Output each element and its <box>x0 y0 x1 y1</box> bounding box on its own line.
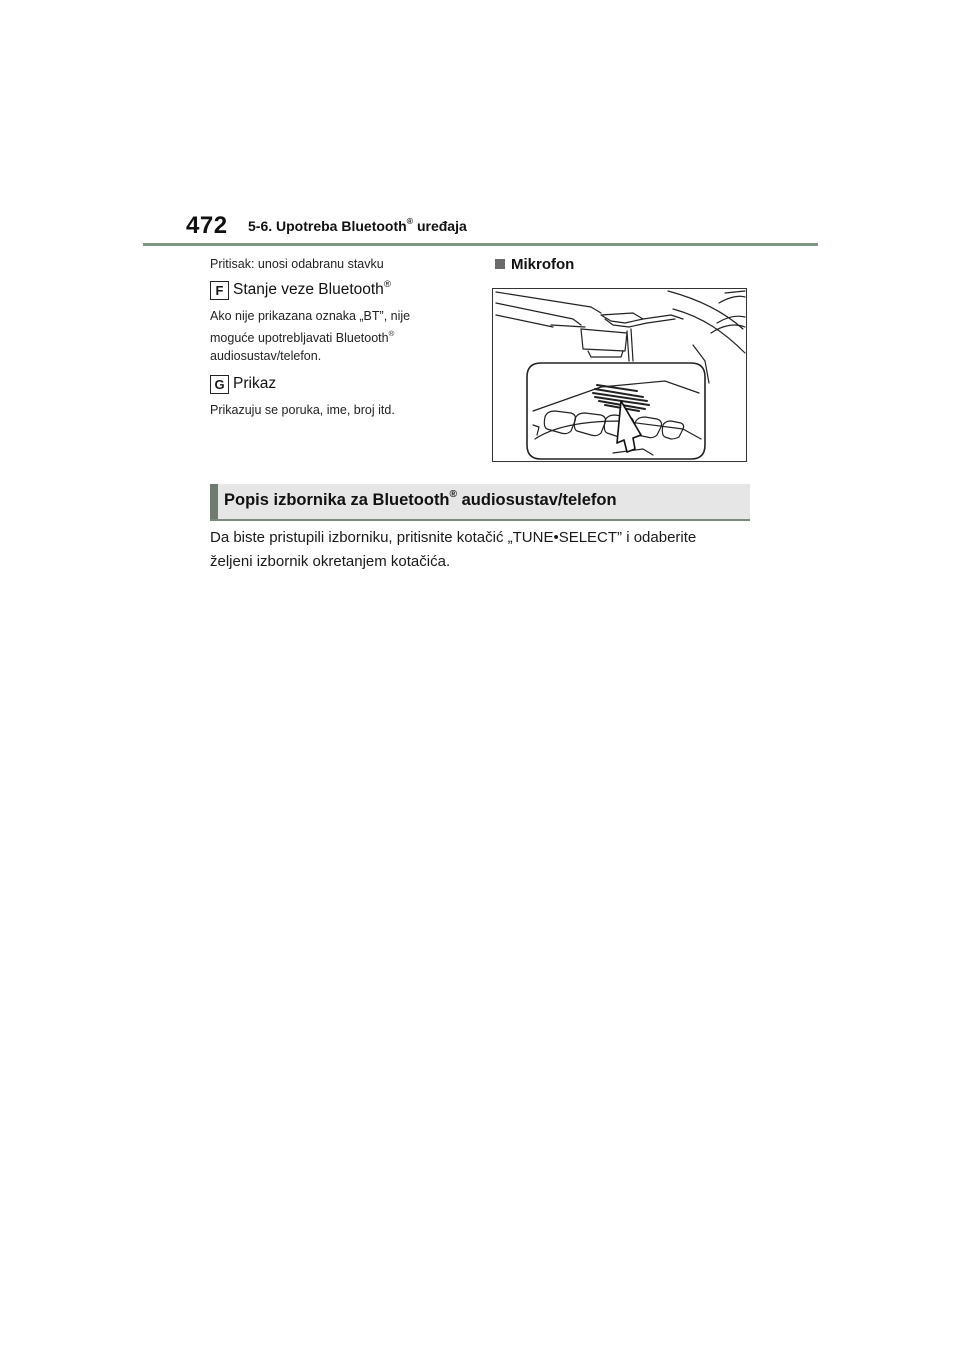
header-title-suffix: uređaja <box>413 218 467 234</box>
header-registered-mark: ® <box>406 216 414 227</box>
header-title-prefix: 5-6. Upotreba Bluetooth <box>248 218 407 234</box>
item-g-letter: G <box>210 375 229 394</box>
microphone-illustration <box>492 288 747 462</box>
header-divider <box>143 243 818 246</box>
section-title-registered-mark: ® <box>449 489 458 501</box>
section-title-suffix: audiosustav/telefon <box>457 491 617 509</box>
microphone-subheading <box>495 256 574 273</box>
square-bullet-icon <box>495 259 505 269</box>
body-line-2: željeni izbornik okretanjem kotačića. <box>210 553 451 570</box>
item-f-desc-line2-prefix: moguće upotrebljavati Bluetooth <box>210 331 389 345</box>
page-number: 472 <box>186 212 228 239</box>
section-title-prefix: Popis izbornika za Bluetooth <box>224 491 450 509</box>
item-g-desc: Prikazuju se poruka, ime, broj itd. <box>210 403 395 417</box>
item-f-desc-line3: audiosustav/telefon. <box>210 349 322 363</box>
overhead-console-drawing <box>493 289 746 461</box>
section-underline <box>210 519 750 521</box>
item-f-label-prefix: Stanje veze Bluetooth <box>233 281 384 298</box>
item-f-label <box>233 278 391 299</box>
item-f-desc-line2 <box>210 328 394 348</box>
section-body-paragraph <box>210 526 755 574</box>
item-f-desc-line1: Ako nije prikazana oznaka „BT”, nije <box>210 309 411 323</box>
item-f-letter: F <box>210 281 229 300</box>
item-f-desc-registered-mark: ® <box>388 329 395 339</box>
section-title <box>224 491 617 510</box>
section-accent <box>210 484 218 520</box>
header-section-title <box>248 218 467 234</box>
item-g-label: Prikaz <box>233 375 277 392</box>
section-heading-bar <box>210 484 750 520</box>
intro-line: Pritisak: unosi odabranu stavku <box>210 257 384 271</box>
body-line-1: Da biste pristupili izborniku, pritisnite kotačić „TUNE•SELECT” i odaberite <box>210 529 697 546</box>
microphone-subheading-text: Mikrofon <box>511 256 575 273</box>
item-f-registered-mark: ® <box>383 278 391 290</box>
